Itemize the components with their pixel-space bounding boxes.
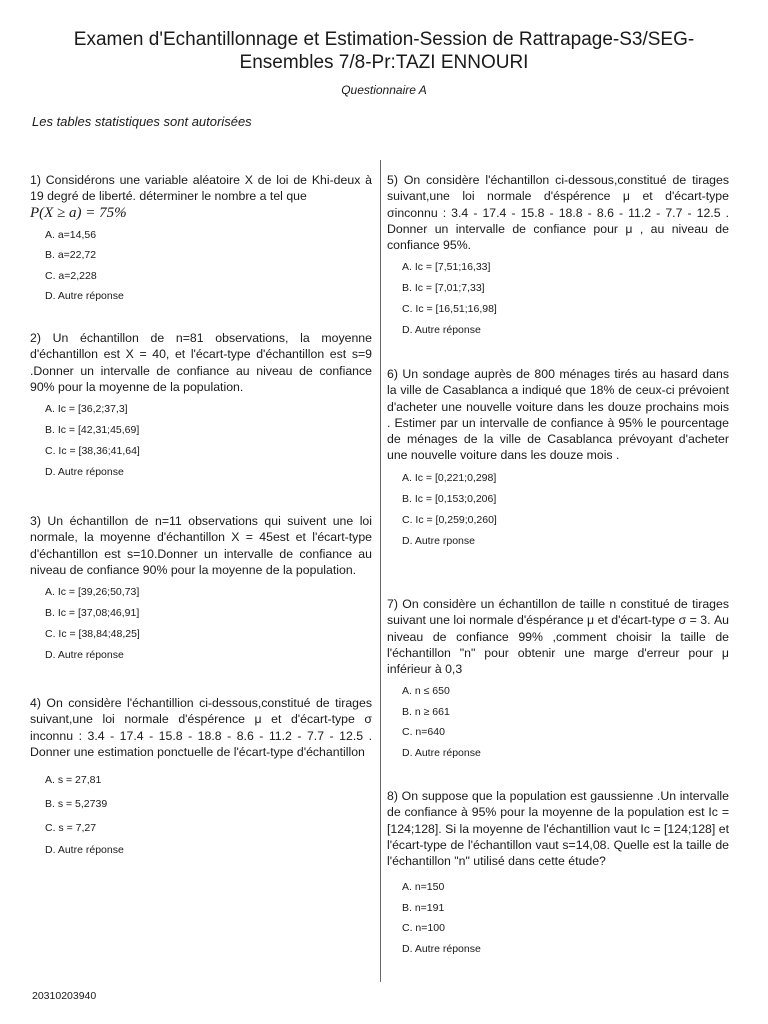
question-text: 6) Un sondage auprès de 800 ménages tirés au hasard dans la ville de Casablanca a indiqué que 18% de ceux-ci prévoient d'acheter une nouvelle voiture dans les douze prochains mois . Estimer par un intervalle de confiance à 95% le pourcentage de ménages de la ville de Casablanca prévoyant d'acheter une nouvelle voiture dans les douze mois . <box>387 367 729 463</box>
option-d[interactable]: D. Autre réponse <box>402 942 481 955</box>
option-a[interactable]: A. s = 27,81 <box>45 774 102 787</box>
option-c[interactable]: C. n=100 <box>402 922 445 935</box>
option-b[interactable]: B. a=22,72 <box>45 249 97 262</box>
option-a[interactable]: A. Ic = [0,221;0,298] <box>402 471 497 484</box>
option-a[interactable]: A. n=150 <box>402 881 445 894</box>
option-c[interactable]: C. Ic = [0,259;0,260] <box>402 513 497 526</box>
option-c[interactable]: C. Ic = [38,36;41,64] <box>45 445 140 458</box>
option-d[interactable]: D. Autre réponse <box>45 844 124 857</box>
question-formula: P(X ≥ a) = 75% <box>30 204 127 221</box>
option-d[interactable]: D. Autre rponse <box>402 534 475 547</box>
option-d[interactable]: D. Autre réponse <box>45 649 124 662</box>
option-c[interactable]: C. a=2,228 <box>45 269 97 282</box>
question-1 <box>30 172 372 307</box>
question-8 <box>387 788 729 959</box>
option-c[interactable]: C. Ic = [38,84;48,25] <box>45 628 140 641</box>
question-4 <box>30 695 372 861</box>
exam-title: Examen d'Echantillonnage et Estimation-Session de Rattrapage-S3/SEG-Ensembles 7/8-Pr:TAZI ENNOURI <box>73 29 695 73</box>
question-text: 2) Un échantillon de n=81 observations, la moyenne d'échantillon est X = 40, et l'écart-type d'échantillon est s=9 .Donner un intervalle de confiance au niveau de confiance 90% pour la moyenne de la population. <box>30 331 372 394</box>
option-b[interactable]: B. Ic = [0,153;0,206] <box>402 492 497 505</box>
question-7 <box>387 596 729 763</box>
option-d[interactable]: D. Autre réponse <box>45 290 124 303</box>
option-d[interactable]: D. Autre réponse <box>402 324 481 337</box>
column-divider <box>380 160 381 982</box>
question-text: 4) On considère l'échantillion ci-dessous,constitué de tirages suivant,une loi normale d'éspérence μ et d'écart-type σ inconnu : 3.4 - 17.4 - 15.8 - 18.8 - 8.6 - 11.2 - 7.7 - 12.5 . Donner une estimation ponctuelle de l'écart-type d'échantillon <box>30 696 372 759</box>
option-c[interactable]: C. s = 7,27 <box>45 822 97 835</box>
question-text: 3) Un échantillon de n=11 observations qui suivent une loi normale, la moyenne d'échantillon X = 45est et l'écart-type d'échantillon est s=10.Donner un intervalle de confiance au niveau de confiance 90% pour la moyenne de la population. <box>30 514 372 577</box>
question-5 <box>387 172 729 341</box>
question-text: 8) On suppose que la population est gaussienne .Un intervalle de confiance à 95% pour la moyenne de la population est Ic = [124;128]. Si la moyenne de l'échantillion vaut Ic = [124;128] et l'écart-type de l'échantillon vaut s=14,08. Quelle est la taille de l'échantillon "n" utilisé dans cette étude? <box>387 789 729 869</box>
option-a[interactable]: A. Ic = [39,26;50,73] <box>45 586 140 599</box>
option-b[interactable]: B. Ic = [7,01;7,33] <box>402 282 485 295</box>
question-text: 1) Considérons une variable aléatoire X de loi de Khi-deux à 19 degré de liberté. déterminer le nombre a tel que P(X ≥ a) = 75% <box>30 173 372 221</box>
option-d[interactable]: D. Autre réponse <box>45 466 124 479</box>
option-b[interactable]: B. Ic = [42,31;45,69] <box>45 424 140 437</box>
option-b[interactable]: B. n=191 <box>402 901 445 914</box>
option-b[interactable]: B. Ic = [37,08;46,91] <box>45 607 140 620</box>
option-c[interactable]: C. n=640 <box>402 726 445 739</box>
question-text: 5) On considère l'échantillon ci-dessous,constitué de tirages suivant,une loi normale d'éspérence μ et d'écart-type σinconnu : 3.4 - 17.4 - 15.8 - 18.8 - 8.6 - 11.2 - 7.7 - 12.5 . Donner un intervalle de confiance pour μ , au niveau de confiance 95%. <box>387 173 729 253</box>
question-6 <box>387 366 729 552</box>
option-a[interactable]: A. n ≤ 650 <box>402 685 450 698</box>
option-a[interactable]: A. Ic = [36,2;37,3] <box>45 403 128 416</box>
option-c[interactable]: C. Ic = [16,51;16,98] <box>402 303 497 316</box>
option-b[interactable]: B. n ≥ 661 <box>402 705 450 718</box>
option-a[interactable]: A. a=14,56 <box>45 228 97 241</box>
question-3 <box>30 513 372 666</box>
tables-note: Les tables statistiques sont autorisées <box>32 114 252 129</box>
question-2 <box>30 330 372 483</box>
question-text: 7) On considère un échantillon de taille n constitué de tirages suivant une loi normale d'éspérance μ et d'écart-type σ = 3. Au niveau de confiance 99% ,comment choisir la taille de l'échantillon "n" pour obtenir une marge d'erreur pour μ inférieur à 0,3 <box>387 597 729 677</box>
option-b[interactable]: B. s = 5,2739 <box>45 798 108 811</box>
document-code: 20310203940 <box>32 990 97 1002</box>
option-d[interactable]: D. Autre réponse <box>402 746 481 759</box>
option-a[interactable]: A. Ic = [7,51;16,33] <box>402 261 491 274</box>
questionnaire-label: Questionnaire A <box>341 83 427 97</box>
